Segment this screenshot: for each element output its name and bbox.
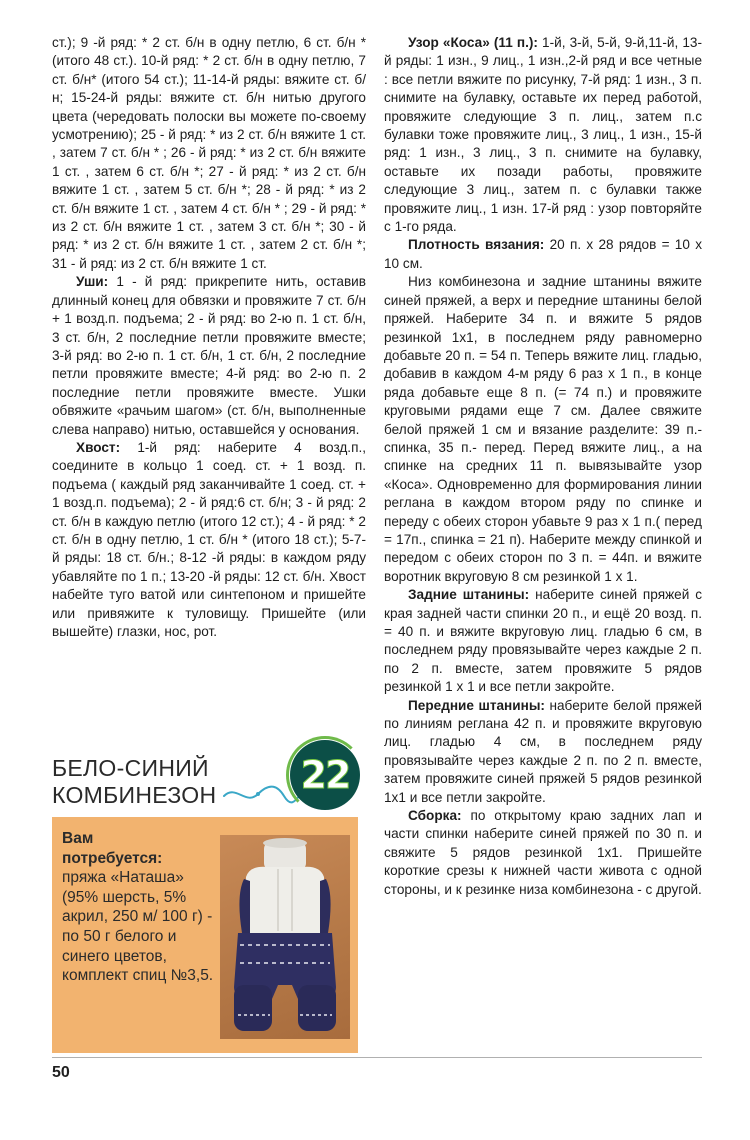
- project-number: 22: [300, 753, 350, 797]
- front-legs-text: наберите белой пряжей по линиям реглана 42 п. и провяжите вкруговую лиц. гладью 4 см, в последнем ряду провязывайте через каждые 2 п. по 2 п. вместе, затем провяжите синей пряжей 5 рядов резинкой 1х1 и все петли закройте.: [384, 697, 702, 805]
- pattern-label: Узор «Коса» (11 п.):: [408, 35, 538, 50]
- materials-list: пряжа «Наташа» (95% шерсть, 5% акрил, 250 м/ 100 г) - по 50 г белого и синего цветов, комплект спиц №3,5.: [62, 869, 214, 985]
- paragraph-head-rows: ст.); 9 -й ряд: * 2 ст. б/н в одну петлю, 6 ст. б/н * (итого 48 ст.). 10-й ряд: * 2 ст. б/н в одну петлю, 7 ст. б/н* (итого 54 ст.); 11-14-й ряды: вяжите ст. б/н; 15-24-й ряды: вяжите ст. б/н нитью другого цвета (чередовать полоски вы можете по-своему усмотрению); 25 - й ряд: * из 2 ст. б/н вяжите 1 ст. , затем 7 ст. б/н * ; 26 - й ряд: * из 2 ст. б/н вяжите 1 ст. , затем 6 ст. б/н *; 27 - й ряд: * из 2 ст. б/н вяжите 1 ст. , затем 5 ст. б/н *; 28 - й ряд: * из 2 ст. б/н вяжите 1 ст. , затем 4 ст. б/н * ; 29 - й ряд: * из 2 ст. б/н вяжите 1 ст. , затем 3 ст. б/н *; 30 - й ряд: * из 2 ст. б/н вяжите 1 ст. , затем 2 ст. б/н *; 31 - й ряд: из 2 ст. б/н вяжите 1 ст.: [52, 35, 366, 271]
- section-title-line1: БЕЛО-СИНИЙ: [52, 755, 209, 781]
- project-number-badge: [290, 740, 360, 810]
- dog-jumpsuit-photo: [220, 835, 350, 1039]
- jumpsuit-illustration: [220, 835, 350, 1039]
- paragraph-ears: [52, 273, 366, 439]
- ears-text: 1 - й ряд: прикрепите нить, оставив длинный конец для обвязки и провяжите 7 ст. б/н + 1 возд.п. подъема; 2 - й ряд: во 2-ю п. 1 ст. б/н, 3 ст. б/н, 2 последние петли провяжите вместе; 3-й ряд: во 2-ю п. 1 ст. б/н, 1 ст. б/н, 2 последние петли провяжите вместе; 4-й ряд: во 2-ю п. 2 последние петли провяжите вместе. Ушки обвяжите «рачьим шагом» (ст. б/н, выполненные слева направо) нитью, оставшейся у основания.: [52, 274, 366, 437]
- materials-text-block: [62, 829, 224, 986]
- footer-divider: [52, 1057, 702, 1058]
- paragraph-tail: [52, 439, 366, 641]
- paragraph-pattern: [384, 34, 702, 236]
- assembly-text: по открытому краю задних лап и части спинки наберите синей пряжей по 30 п. и свяжите 5 рядов резинкой 1х1. Пришейте короткие срезы к нижней части живота с одной стороны, и к резинке низа комбинезона - с другой.: [384, 808, 702, 897]
- paragraph-density: [384, 236, 702, 273]
- paragraph-assembly: [384, 807, 702, 899]
- density-label: Плотность вязания:: [408, 237, 545, 253]
- pattern-text: 1-й, 3-й, 5-й, 9-й,11-й, 13-й ряды: 1 изн., 9 лиц., 1 изн.,2-й ряд и все четные : все петли вяжите по рисунку, 7-й ряд: 1 изн., 3 п. снимите на булавку, оставьте их перед работой, провяжите следующие 3 п. лиц., затем п.с булавки тоже провяжите лиц., 3 лиц., 1 изн., 15-й ряд: 1 изн., 3 лиц., 3 п. снимите на булавку, оставьте их позади работы, провяжите следующие 3 лиц., затем п. с булавки также провяжите лиц., 1 изн. 17-й ряд : узор повторяйте с 1-го ряда.: [384, 35, 702, 235]
- assembly-label: Сборка:: [408, 808, 462, 824]
- section-title-line2: КОМБИНЕЗОН: [52, 782, 217, 808]
- right-column: [384, 34, 702, 899]
- badge-ring-decoration: [286, 736, 364, 814]
- tail-label: Хвост:: [76, 439, 121, 455]
- paragraph-back-legs: [384, 586, 702, 696]
- left-column: [52, 34, 366, 641]
- density-text: 20 п. х 28 рядов = 10 х 10 см.: [384, 237, 702, 271]
- page-number: 50: [52, 1064, 70, 1081]
- paragraph-body: Низ комбинезона и задние штанины вяжите синей пряжей, а верх и передние штанины белой пряжей. Наберите 34 п. и вяжите 5 рядов резинкой 1х1, в последнем ряду равномерно добавьте 20 п. = 54 п. Теперь вяжите лиц. гладью, добавив в каждом 4-м ряду 6 раз х 1 п., в конце ряда добавьте еще 8 п. (= 74 п.) и провяжите круговыми рядами еще 7 см. Далее свяжите белой пряжей 1 см и вязание разделите: 39 п.- спинка, 35 п.- перед. Перед вяжите лиц., а на спинке на средних 11 п. вывязывайте узор «Коса». Одновременно для формирования линии реглана в каждом втором ряду по спинке и переду с обеих сторон убавьте 9 раз х 1 п.( перед = 17п., спинка = 21 п). Наберите между спинкой и передом с обеих сторон по 3 п. = 44п. и вяжите воротник вкруговую 8 см резинкой 1 х 1.: [384, 274, 702, 584]
- tail-text: 1-й ряд: наберите 4 возд.п., соедините в кольцо 1 соед. ст. + 1 возд. п. подъема ( каждый ряд заканчивайте 1 соед. ст. + 1 возд.п. подъема); 2 - й ряд:6 ст. б/н; 3 - й ряд: 2 ст. б/н в каждую петлю (итого 12 ст.); 4 - й ряд: * 2 ст. б/н в одну петлю, 1 ст. б/н * (итого 18 ст.); 5-7-й ряды: 18 ст. б/н.; 8-12 -й ряды: в каждом ряду убавляйте по 1 п.; 13-20 -й ряды: 12 ст. б/н. Хвост набейте туго ватой или синтепоном и пришейте или привяжите к туловищу. Пришейте (или вышейте) глазки, нос, рот.: [52, 439, 366, 639]
- section-title: [52, 755, 216, 809]
- front-legs-label: Передние штанины:: [408, 697, 545, 713]
- materials-heading-line1: Вам: [62, 830, 94, 847]
- paragraph-front-legs: [384, 697, 702, 807]
- ears-label: Уши:: [76, 274, 109, 290]
- back-legs-label: Задние штанины:: [408, 587, 530, 603]
- back-legs-text: наберите синей пряжей с края задней части спинки 20 п., и ещё 20 возд. п. = 40 п. и вяжите вкруговую лиц. гладью 6 см, в последнем ряду провязывайте через каждые 2 п. по 2 п. вместе, затем провяжите 5 рядов резинкой 1 х 1 и все петли закройте.: [384, 587, 702, 695]
- materials-box: [52, 817, 358, 1053]
- materials-heading-line2: потребуется:: [62, 849, 163, 867]
